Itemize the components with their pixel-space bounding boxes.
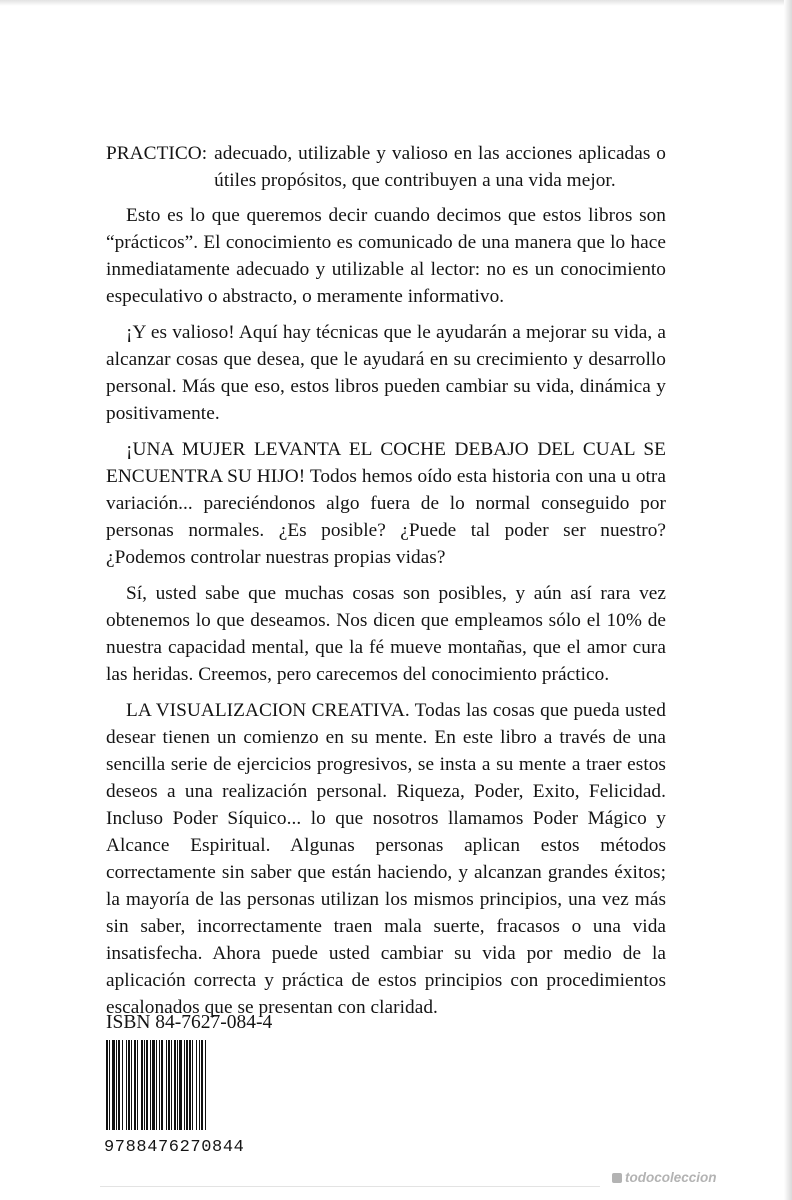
page-right-edge <box>784 0 792 1200</box>
definition-body: adecuado, utilizable y valioso en las acciones aplicadas o útiles propósitos, que contribuyen a una vida mejor. <box>214 143 666 191</box>
definition-entry <box>106 140 666 194</box>
definition-term: PRACTICO: <box>106 143 208 164</box>
paragraph-mujer-coche: ¡UNA MUJER LEVANTA EL COCHE DEBAJO DEL CUAL SE ENCUENTRA SU HIJO! Todos hemos oído esta historia con una u otra variación... pareciéndonos algo fuera de lo normal conseguido por personas normales. ¿Es posible? ¿Puede tal poder ser nuestro? ¿Podemos controlar nuestras propias vidas? <box>106 439 666 568</box>
paragraph-posibles: Sí, usted sabe que muchas cosas son posibles, y aún así rara vez obtenemos lo que deseamos. Nos dicen que empleamos sólo el 10% de nuestra capacidad mental, que la fé mueve montañas, que el amor cura las heridas. Creemos, pero carecemos del conocimiento práctico. <box>106 583 666 685</box>
watermark <box>612 1170 717 1185</box>
paragraph-valioso: ¡Y es valioso! Aquí hay técnicas que le ayudarán a mejorar su vida, a alcanzar cosas que desea, que le ayudará en su crecimiento y desarrollo personal. Más que eso, estos libros pueden cambiar su vida, dinámica y positivamente. <box>106 322 666 424</box>
barcode <box>106 1040 250 1130</box>
back-cover-text <box>106 140 666 1021</box>
paragraph-visualizacion: LA VISUALIZACION CREATIVA. Todas las cosas que pueda usted desear tienen un comienzo en su mente. En este libro a través de una sencilla serie de ejercicios progresivos, se insta a su mente a traer estos deseos a una realización personal. Riqueza, Poder, Exito, Felicidad. Incluso Poder Síquico... lo que nosotros llamamos Poder Mágico y Alcance Espiritual. Algunas personas aplican estos métodos correctamente sin saber que están haciendo, y alcanzan grandes éxitos; la mayoría de las personas utilizan los mismos principios, una vez más sin saber, incorrectamente traen mala suerte, fracasos o una vida insatisfecha. Ahora puede usted cambiar su vida por medio de la aplicación correcta y práctica de estos principios con procedimientos escalonados que se presentan con claridad. <box>106 700 666 1018</box>
page-top-shadow <box>0 0 792 6</box>
barcode-digits: 9788476270844 <box>104 1138 245 1157</box>
paragraph-practicos: Esto es lo que queremos decir cuando decimos que estos libros son “prácticos”. El conocimiento es comunicado de una manera que lo hace inmediatamente adecuado y utilizable al lector: no es un conocimiento especulativo o abstracto, o meramente informativo. <box>106 205 666 307</box>
watermark-logo-icon <box>612 1173 622 1183</box>
barcode-bar <box>206 1040 207 1130</box>
isbn-label: ISBN 84-7627-084-4 <box>106 1012 273 1033</box>
footer-divider <box>100 1186 600 1187</box>
watermark-text: todocoleccion <box>625 1170 717 1185</box>
